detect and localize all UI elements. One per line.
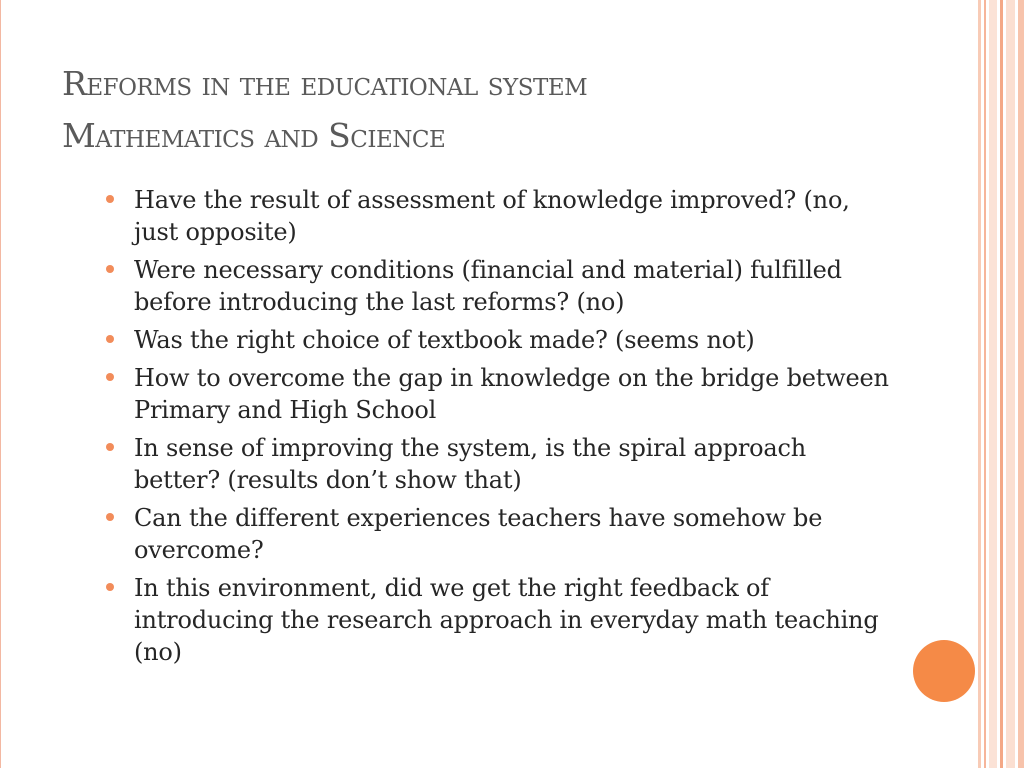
right-border-stripes (978, 0, 1024, 768)
title-line-2: Mathematics and Science (62, 116, 446, 155)
bullet-item (104, 502, 894, 566)
border-stripe (1006, 0, 1015, 768)
bullet-item (104, 324, 894, 356)
border-stripe (989, 0, 997, 768)
bullet-icon (106, 443, 114, 451)
bullet-text: How to overcome the gap in knowledge on the bridge between Primary and High School (134, 364, 889, 424)
bullet-text: Were necessary conditions (financial and material) fulfilled before introducing the last reforms? (no) (134, 256, 842, 316)
border-stripe (1018, 0, 1024, 768)
bullet-text: In sense of improving the system, is the spiral approach better? (results don’t show that) (134, 434, 807, 494)
border-stripe (984, 0, 986, 768)
bullet-icon (106, 265, 114, 273)
left-border-line (0, 0, 1, 768)
bullet-text: In this environment, did we get the right feedback of introducing the research approach in everyday math teaching (no) (134, 574, 879, 666)
bullet-icon (106, 335, 114, 343)
bullet-text: Can the different experiences teachers have somehow be overcome? (134, 504, 823, 564)
decorative-circle (913, 640, 975, 702)
bullet-text: Have the result of assessment of knowledge improved? (no, just opposite) (134, 186, 850, 246)
border-stripe (978, 0, 981, 768)
bullet-text: Was the right choice of textbook made? (seems not) (134, 326, 755, 354)
bullet-item (104, 254, 894, 318)
slide-title (62, 58, 922, 162)
title-line-1: Reforms in the educational system (62, 64, 588, 103)
bullet-list (104, 184, 894, 674)
bullet-icon (106, 513, 114, 521)
bullet-item (104, 572, 894, 668)
bullet-icon (106, 583, 114, 591)
bullet-icon (106, 195, 114, 203)
bullet-item (104, 362, 894, 426)
bullet-item (104, 432, 894, 496)
bullet-icon (106, 373, 114, 381)
bullet-item (104, 184, 894, 248)
border-stripe (1000, 0, 1003, 768)
